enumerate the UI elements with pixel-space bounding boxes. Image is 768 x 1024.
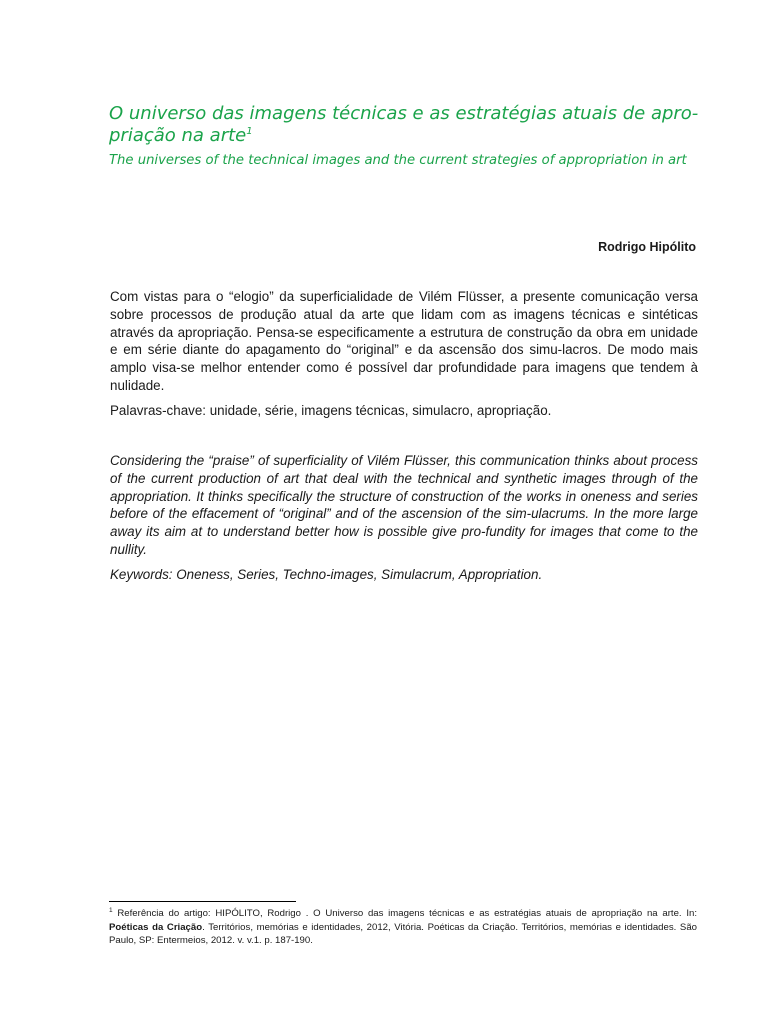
footnote-text-part1: Referência do artigo: HIPÓLITO, Rodrigo . O Universo das imagens técnicas e as estratégias atuais de apropriação na arte. In: — [117, 908, 697, 919]
abstract-portuguese: Com vistas para o “elogio” da superficialidade de Vilém Flüsser, a presente comunicação versa sobre processos de produção atual da arte que lidam com as imagens técnicas e sintéticas através da apropriação. Pensa-se especificamente a estrutura de construção da obra em unidade e em série diante do apagamento do “original” e da ascensão dos simu-lacros. De modo mais amplo visa-se melhor entender como é possível dar profundidade para imagens que tendem à nulidade. — [110, 289, 698, 393]
footnote-text-part2: . Territórios, memórias e identidades, 2012, Vitória. Poéticas da Criação. Territórios, memórias e identidades. São Paulo, SP: Entermeios, 2012. v. v.1. p. 187-190. — [109, 921, 697, 946]
keywords-portuguese: Palavras-chave: unidade, série, imagens técnicas, simulacro, apropriação. — [110, 403, 552, 418]
footnote-marker: 1 — [109, 906, 113, 914]
footnote — [109, 907, 697, 948]
footnote-divider — [109, 901, 296, 902]
author-name: Rodrigo Hipólito — [598, 240, 696, 254]
abstract-english: Considering the “praise” of superficiality of Vilém Flüsser, this communication thinks about process of the current production of art that deal with the technical and synthetic images through of the appropriation. It thinks specifically the structure of construction of the works in oneness and series before of the effacement of “original” and of the ascension of the sim-ulacrums. In the more large away its aim at to understand better how is possible give pro-fundity for images that come to the nullity. — [110, 453, 698, 557]
keywords-english: Keywords: Oneness, Series, Techno-images, Simulacrum, Appropriation. — [110, 567, 543, 582]
article-subtitle: The universes of the technical images and the current strategies of appropriation in art — [109, 153, 687, 168]
article-title-text: O universo das imagens técnicas e as estratégias atuais de apro-priação na arte — [109, 103, 699, 146]
footnote-book-title: Poéticas da Criação — [109, 921, 203, 933]
article-title — [109, 103, 699, 147]
title-footnote-marker: 1 — [246, 126, 253, 137]
